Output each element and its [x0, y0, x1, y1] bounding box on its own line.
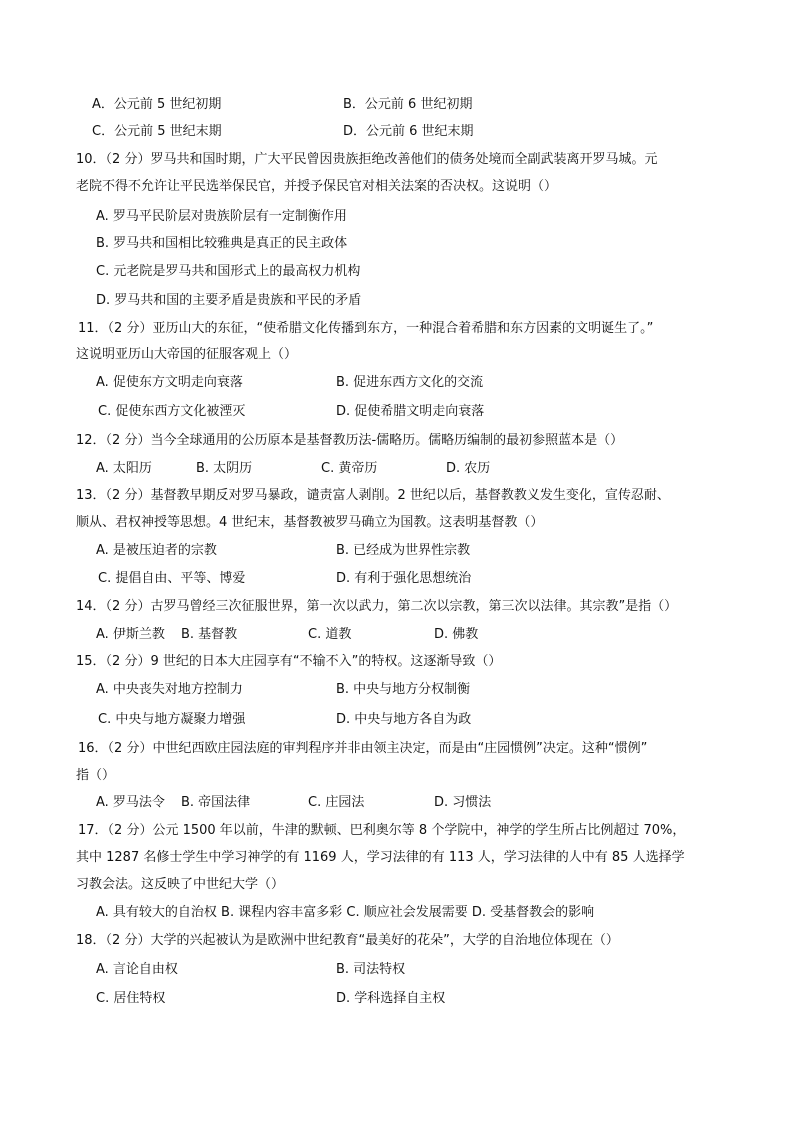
q14-option-b: B. 基督教 — [181, 627, 238, 642]
q15-stem-line1: 15．（2 分）9 世纪的日本大庄园享有“不输不入”的特权。这逐渐导致（） — [76, 654, 502, 669]
q16-option-d: D. 习惯法 — [434, 795, 492, 810]
q18-option-d: D. 学科选择自主权 — [336, 991, 446, 1006]
q10-option-c: C. 元老院是罗马共和国形式上的最高权力机构 — [96, 264, 361, 279]
q16-stem-line1: 16．（2 分）中世纪西欧庄园法庭的审判程序并非由领主决定，而是由“庄园惯例”决定。这种“惯例” — [78, 741, 648, 756]
q17-stem-line2: 其中 1287 名修士学生中学习神学的有 1169 人，学习法律的有 113 人，学习法律的人中有 85 人选择学 — [76, 850, 685, 865]
q13-option-d: D. 有利于强化思想统治 — [336, 571, 472, 586]
q10-option-b: B. 罗马共和国相比较雅典是真正的民主政体 — [96, 236, 348, 251]
q13-option-c: C. 提倡自由、平等、博爱 — [98, 571, 246, 586]
q18-stem-line1: 18．（2 分）大学的兴起被认为是欧洲中世纪教育“最美好的花朵”，大学的自治地位体现在（） — [76, 933, 619, 948]
q14-option-d: D. 佛教 — [434, 627, 479, 642]
q11-option-b: B. 促进东西方文化的交流 — [336, 375, 484, 390]
q14-stem-line1: 14．（2 分）古罗马曾经三次征服世界，第一次以武力，第二次以宗教，第三次以法律。其宗教”是指（） — [76, 599, 678, 614]
q17-stem-line1: 17．（2 分）公元 1500 年以前，牛津的默顿、巴利奥尔等 8 个学院中，神学的学生所占比例超过 70%， — [78, 823, 686, 838]
q12-stem-line1: 12．（2 分）当今全球通用的公历原本是基督教历法-儒略历。儒略历编制的最初参照蓝本是（） — [76, 433, 624, 448]
q12-option-c: C. 黄帝历 — [321, 461, 378, 476]
q11-stem-line1: 11．（2 分）亚历山大的东征，“使希腊文化传播到东方，一种混合着希腊和东方因素的文明诞生了。” — [78, 321, 654, 336]
q16-option-a: A. 罗马法令 — [96, 795, 165, 810]
q10-option-a: A. 罗马平民阶层对贵族阶层有一定制衡作用 — [96, 209, 347, 224]
q13-option-a: A. 是被压迫者的宗教 — [96, 543, 217, 558]
q11-option-c: C. 促使东西方文化被湮灭 — [98, 404, 246, 419]
q16-option-c: C. 庄园法 — [308, 795, 365, 810]
q15-option-c: C. 中央与地方凝聚力增强 — [98, 712, 246, 727]
q13-stem-line1: 13．（2 分）基督教早期反对罗马暴政，谴责富人剥削。2 世纪以后，基督教教义发生变化，宣传忍耐、 — [76, 488, 670, 503]
q18-option-b: B. 司法特权 — [336, 962, 406, 977]
q17-options: A. 具有较大的自治权 B. 课程内容丰富多彩 C. 顺应社会发展需要 D. 受基督教会的影响 — [96, 905, 595, 920]
q14-option-c: C. 道教 — [308, 627, 352, 642]
q10-stem-line1: 10．（2 分）罗马共和国时期，广大平民曾因贵族拒绝改善他们的债务处境而全副武装离开罗马城。元 — [76, 152, 658, 167]
q14-option-a: A. 伊斯兰教 — [96, 627, 165, 642]
q15-option-a: A. 中央丧失对地方控制力 — [96, 682, 243, 697]
q15-option-b: B. 中央与地方分权制衡 — [336, 682, 471, 697]
q11-stem-line2: 这说明亚历山大帝国的征服客观上（） — [76, 347, 298, 362]
q16-stem-line2: 指（） — [76, 768, 116, 783]
q13-option-b: B. 已经成为世界性宗教 — [336, 543, 471, 558]
q17-stem-line3: 习教会法。这反映了中世纪大学（） — [76, 877, 285, 892]
q13-stem-line2: 顺从、君权神授等思想。4 世纪末，基督教被罗马确立为国教。这表明基督教（） — [76, 515, 544, 530]
q11-option-d: D. 促使希腊文明走向衰落 — [336, 404, 485, 419]
q12-option-a: A. 太阳历 — [96, 461, 152, 476]
q10-stem-line2: 老院不得不允许让平民选举保民官，并授予保民官对相关法案的否决权。这说明（） — [76, 179, 558, 194]
q9-option-c: C．公元前 5 世纪末期 — [92, 124, 222, 139]
q18-option-a: A. 言论自由权 — [96, 962, 178, 977]
q12-option-b: B. 太阴历 — [196, 461, 253, 476]
q9-option-a: A．公元前 5 世纪初期 — [92, 97, 222, 112]
q10-option-d: D. 罗马共和国的主要矛盾是贵族和平民的矛盾 — [96, 293, 362, 308]
q9-option-d: D．公元前 6 世纪末期 — [343, 124, 474, 139]
q11-option-a: A. 促使东方文明走向衰落 — [96, 375, 243, 390]
q18-option-c: C. 居住特权 — [96, 991, 166, 1006]
q9-option-b: B．公元前 6 世纪初期 — [343, 97, 473, 112]
q15-option-d: D. 中央与地方各自为政 — [336, 712, 472, 727]
q12-option-d: D. 农历 — [446, 461, 491, 476]
q16-option-b: B. 帝国法律 — [181, 795, 251, 810]
